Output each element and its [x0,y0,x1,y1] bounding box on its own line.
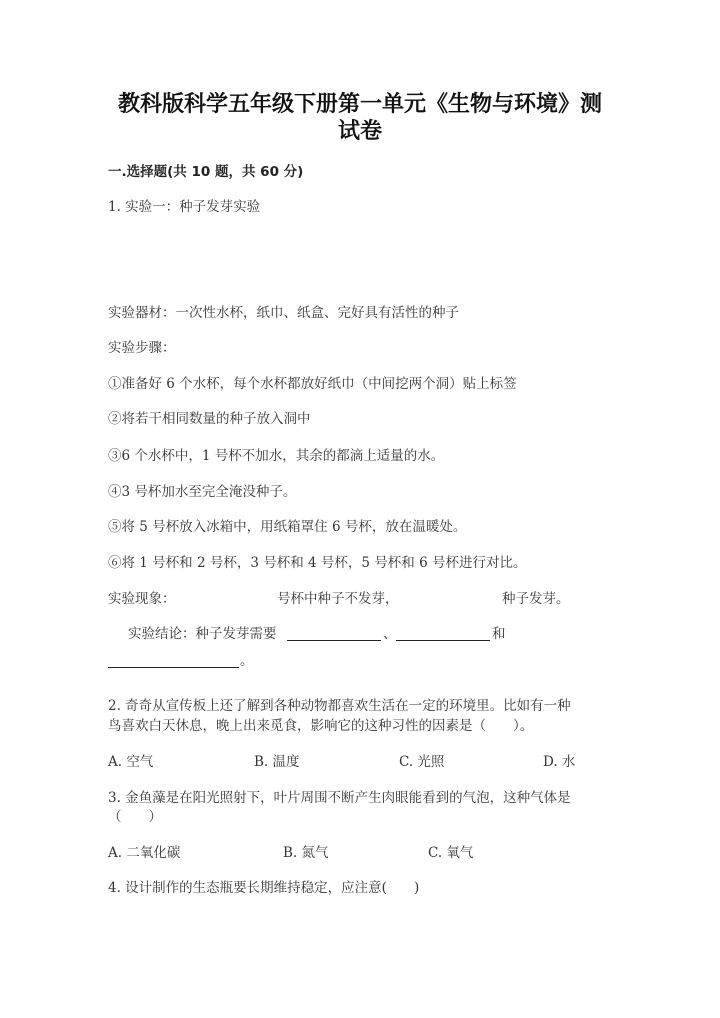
q1-step: ④3 号杯加水至完全淹没种子。 [108,484,297,500]
section-heading: 一.选择题(共 10 题，共 60 分) [108,164,304,180]
q3-option-b: B. 氮气 [283,845,329,861]
q2-option-b: B. 温度 [254,754,300,770]
title-line-2: 试卷 [337,119,382,144]
q2-option-d: D. 水 [543,754,576,770]
q1-steps-label: 实验步骤： [108,340,176,356]
answer-blank-2[interactable] [396,640,490,641]
q3-option-c: C. 氧气 [428,845,474,861]
q3-line-2: （ ） [108,809,162,825]
q1-phenomenon-end: 种子发芽。 [502,591,570,607]
q1-conclusion-label: 实验结论：种子发芽需要 [128,626,277,642]
q1-step: ③6 个水杯中，1 号杯不加水，其余的都滴上适量的水。 [108,448,445,464]
q1-conclusion-and: 和 [492,626,506,642]
q1-materials: 实验器材：一次性水杯，纸巾、纸盒、完好具有活性的种子 [108,305,459,321]
q1-conclusion-sep: 、 [383,626,397,642]
q1-step: ⑥将 1 号杯和 2 号杯，3 号杯和 4 号杯，5 号杯和 6 号杯进行对比。 [108,555,527,571]
title-line-1: 教科版科学五年级下册第一单元《生物与环境》测 [117,92,602,117]
q1-phenomenon-mid: 号杯中种子不发芽， [277,591,399,607]
q1-step: ①准备好 6 个水杯，每个水杯都放好纸巾（中间挖两个洞）贴上标签 [108,376,517,392]
q3-option-a: A. 二氧化碳 [108,845,181,861]
q1-step: ②将若干相同数量的种子放入洞中 [108,411,311,427]
q4-line-1: 4. 设计制作的生态瓶要长期维持稳定，应注意( ) [108,880,420,896]
q2-line-2: 鸟喜欢白天休息，晚上出来觅食，影响它的这种习性的因素是（ ）。 [108,718,534,734]
q3-line-1: 3. 金鱼藻是在阳光照射下，叶片周围不断产生肉眼能看到的气泡，这种气体是 [108,790,571,806]
q1-phenomenon-label: 实验现象： [108,591,176,607]
q2-line-1: 2. 奇奇从宣传板上还了解到各种动物都喜欢生活在一定的环境里。比如有一种 [108,698,571,714]
q1-step: ⑤将 5 号杯放入冰箱中，用纸箱罩住 6 号杯，放在温暖处。 [108,519,467,535]
q2-option-c: C. 光照 [399,754,445,770]
answer-blank-3[interactable] [108,667,239,668]
q1-conclusion-end: 。 [240,653,254,669]
q1-heading: 1. 实验一：种子发芽实验 [108,199,261,215]
q2-option-a: A. 空气 [108,754,154,770]
answer-blank-1[interactable] [287,640,381,641]
